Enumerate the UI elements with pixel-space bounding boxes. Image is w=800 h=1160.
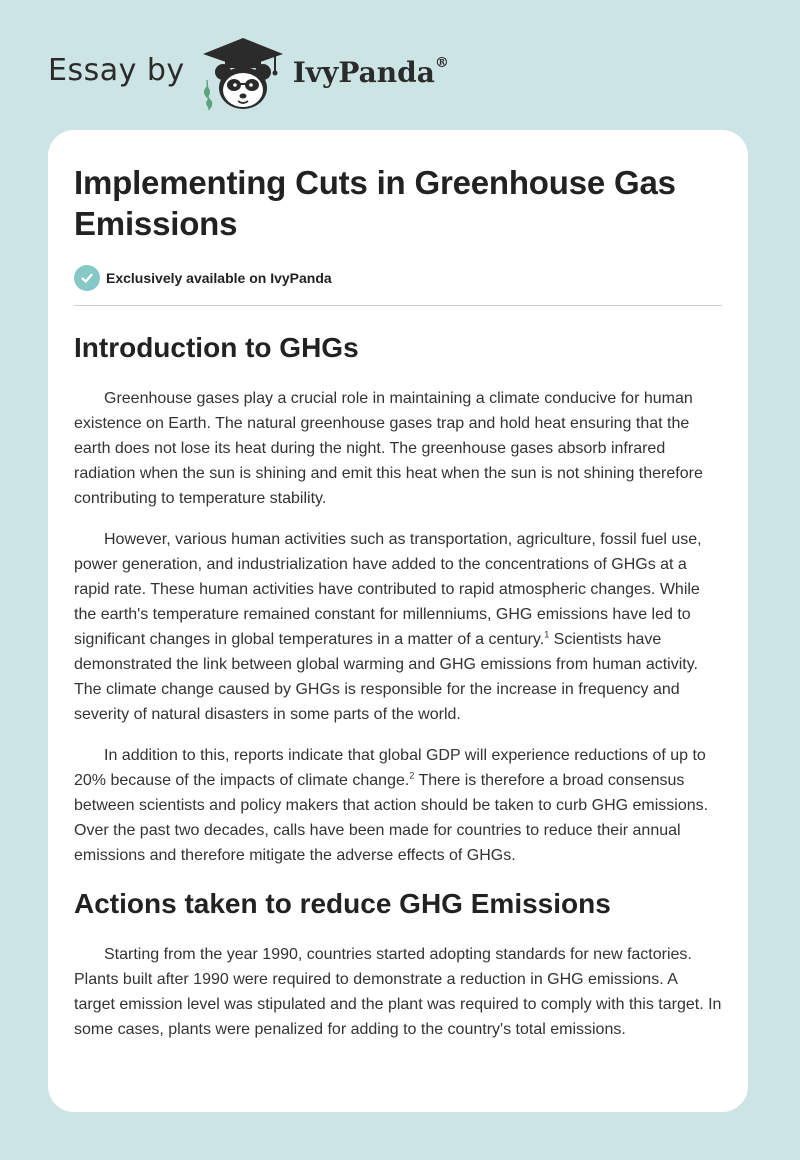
paragraph-text: Starting from the year 1990, countries started adopting standards for new factories. Plants built after 1990 were required to demonstrate a reduction in GHG emissions. A target emission level was stipulated and the plant was required to comply with this target. In some cases, plants were penalized for adding to the country's total emissions. [74, 946, 722, 1038]
site-header [48, 34, 449, 114]
paragraph [74, 942, 722, 1042]
essay-by-label: Essay by [48, 52, 185, 88]
exclusive-badge [74, 264, 722, 292]
divider [74, 305, 722, 306]
article-card [48, 130, 748, 1112]
registered-mark: ® [434, 55, 449, 72]
paragraph-text: There is therefore a broad consensus between scientists and policy makers that action should be taken to curb GHG emissions. Over the past two decades, calls have been made for countries to reduce their annual emissions and therefore mitigate the adverse effects of GHGs. [74, 772, 709, 864]
paragraph-text: However, various human activities such as transportation, agriculture, fossil fuel use, power generation, and industrialization have added to the concentrations of GHGs at a rapid rate. These human activities have contributed to rapid atmospheric changes. While the earth's temperature remained constant for millenniums, GHG emissions have led to significant changes in global temperatures in a matter of a century. [74, 531, 702, 648]
brand-text: IvyPanda [292, 55, 435, 89]
paragraph [74, 743, 722, 868]
article-title: Implementing Cuts in Greenhouse Gas Emissions [74, 164, 676, 242]
paragraph-text: In addition to this, reports indicate that global GDP will experience reductions of up to 20% because of the impacts of climate change. [74, 747, 706, 789]
paragraph-text: Greenhouse gases play a crucial role in maintaining a climate conducive for human existence on Earth. The natural greenhouse gases trap and hold heat ensuring that the earth does not lose its heat during the night. The greenhouse gases absorb infrared radiation when the sun is shining and emit this heat when the sun is not shining therefore contributing to temperature stability. [74, 390, 703, 507]
section-heading-actions: Actions taken to reduce GHG Emissions [74, 888, 611, 919]
paragraph [74, 527, 722, 727]
paragraph-text: Scientists have demonstrated the link between global warming and GHG emissions from human activity. The climate change caused by GHGs is responsible for the increase in frequency and severity of natural disasters in some parts of the world. [74, 631, 698, 723]
footnote-marker[interactable]: 1 [544, 629, 550, 640]
section-heading-introduction: Introduction to GHGs [74, 332, 359, 363]
paragraph [74, 386, 722, 511]
brand-name[interactable] [293, 56, 449, 89]
ivypanda-panda-logo-icon[interactable] [197, 36, 289, 112]
check-icon [74, 265, 100, 291]
exclusive-label: Exclusively available on IvyPanda [106, 270, 332, 286]
footnote-marker[interactable]: 2 [409, 770, 415, 781]
